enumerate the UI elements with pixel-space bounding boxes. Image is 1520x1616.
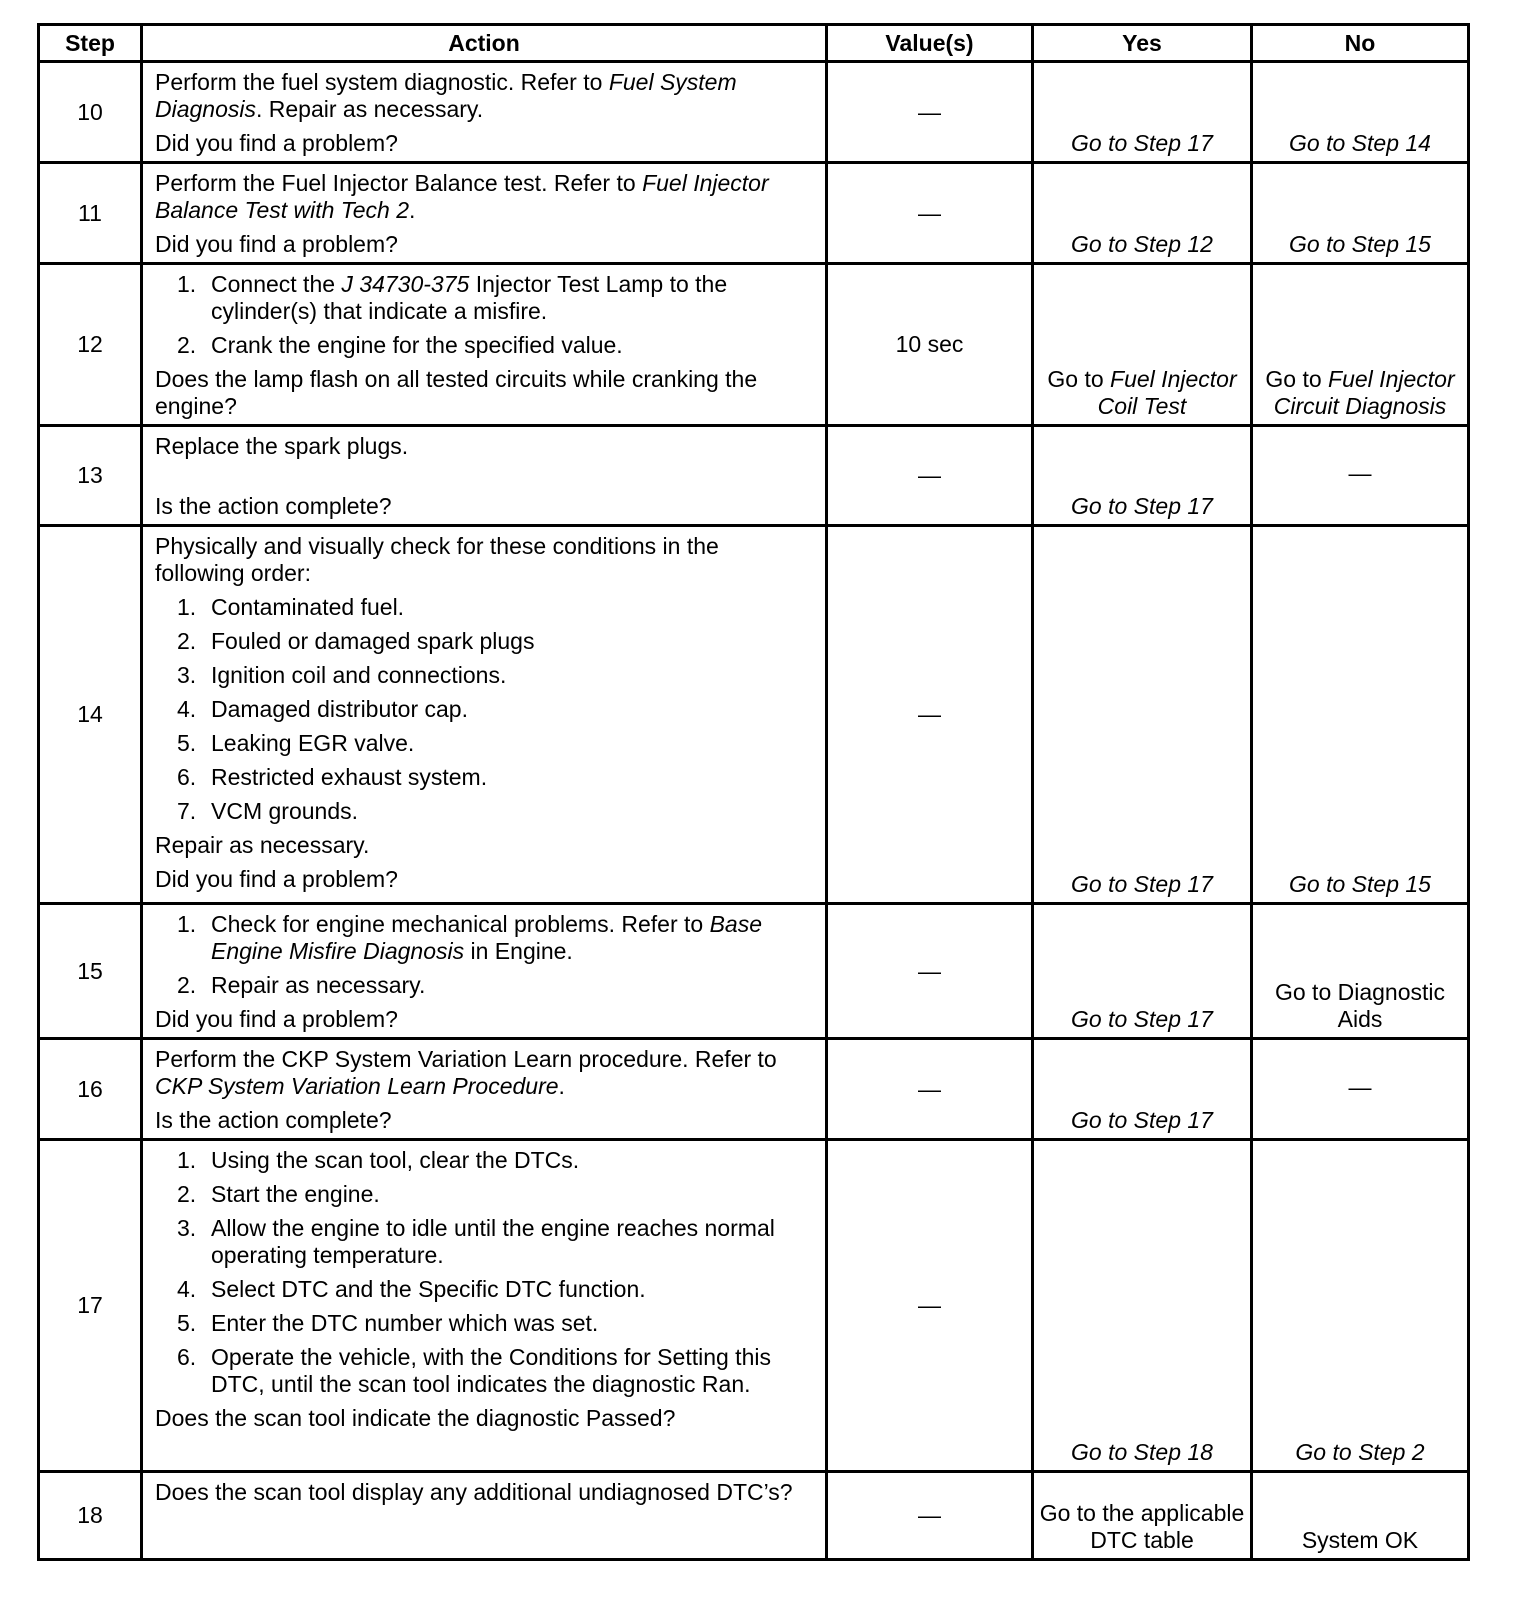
no-cell [1252,904,1469,1039]
value-cell: — [827,526,1033,904]
yes-cell [1033,1472,1252,1560]
item-number: 1. [177,1147,197,1173]
text-segment: Check for engine mechanical problems. Refer to [211,911,710,937]
text-segment: Using the scan tool, clear the DTCs. [211,1147,580,1173]
item-number: 5. [177,1310,197,1336]
step-number: 10 [39,62,142,163]
text-segment: . [558,1073,565,1099]
text-segment: System OK [1301,1527,1419,1553]
action-cell [142,426,827,526]
text-segment: Did you find a problem? [155,1006,398,1032]
header-action: Action [142,25,827,62]
action-list-item [155,1310,813,1337]
text-segment: Physically and visually check for these conditions in the following order: [155,533,719,586]
text-segment: Does the scan tool indicate the diagnostic Passed? [155,1405,676,1431]
value-cell: — [827,426,1033,526]
action-cell [142,62,827,163]
text-segment: Did you find a problem? [155,866,398,892]
action-list-item [155,798,813,825]
text-segment: Did you find a problem? [155,231,398,257]
action-cell [142,163,827,264]
item-number: 4. [177,1276,197,1302]
text-segment: — [1348,460,1372,486]
item-text [211,628,534,655]
yes-cell [1033,904,1252,1039]
text-segment: — [1348,1073,1372,1100]
text-segment: Fuel Injector Balance Test with Tech 2 [155,170,769,223]
text-segment: Go to Step 15 [1289,231,1431,257]
step-number: 13 [39,426,142,526]
text-segment: Ignition coil and connections. [211,662,507,688]
header-no: No [1252,25,1469,62]
item-number: 3. [177,1215,197,1241]
action-list-item [155,696,813,723]
action-paragraph [155,832,813,859]
item-number: 2. [177,972,197,998]
item-text [211,1310,598,1337]
item-number: 2. [177,628,197,654]
step-number: 18 [39,1472,142,1560]
text-segment: . Repair as necessary. [256,96,484,122]
item-number: 1. [177,271,197,297]
text-segment: Go to Step 15 [1289,871,1431,897]
text-segment: . [409,197,416,223]
text-segment: Allow the engine to idle until the engine reaches normal operating temperature. [211,1215,775,1268]
action-list-item [155,662,813,689]
text-segment: Go to Step 17 [1071,1107,1213,1133]
item-number: 7. [177,798,197,824]
value-cell: — [827,1140,1033,1472]
yes-cell [1033,1140,1252,1472]
text-segment: Fuel Injector Coil Test [1097,366,1237,419]
header-step: Step [39,25,142,62]
step-number: 14 [39,526,142,904]
text-segment: Select DTC and the Specific DTC function. [211,1276,646,1302]
yes-cell [1033,62,1252,163]
text-segment: Does the lamp flash on all tested circuits while cranking the engine? [155,366,758,419]
step-number: 15 [39,904,142,1039]
no-cell [1252,264,1469,426]
action-list-item [155,271,813,325]
value-cell: — [827,163,1033,264]
yes-cell [1033,264,1252,426]
item-text [211,764,487,791]
action-paragraph [155,1405,813,1432]
action-list-item [155,911,813,965]
no-cell [1252,1472,1469,1560]
text-segment: Go to Step 18 [1071,1439,1213,1465]
text-segment: in Engine. [464,938,573,964]
step-number: 16 [39,1039,142,1140]
value-cell: — [827,904,1033,1039]
item-number: 6. [177,1344,197,1370]
text-segment: Go to Step 14 [1289,130,1431,156]
action-paragraph [155,493,813,520]
text-segment: J 34730-375 [341,271,470,297]
header-values: Value(s) [827,25,1033,62]
item-number: 5. [177,730,197,756]
step-number: 12 [39,264,142,426]
table-row [39,264,1469,426]
item-text [211,730,414,757]
item-text [211,972,425,999]
item-text [211,271,813,325]
item-text [211,696,468,723]
action-list-item [155,628,813,655]
action-cell [142,1472,827,1560]
item-text [211,1344,813,1398]
no-cell [1252,426,1469,526]
text-segment: Contaminated fuel. [211,594,405,620]
table-row [39,526,1469,904]
action-paragraph [155,1479,813,1506]
text-segment: CKP System Variation Learn Procedure [155,1073,559,1099]
yes-cell [1033,526,1252,904]
action-list-item [155,1147,813,1174]
item-number: 1. [177,911,197,937]
table-row [39,62,1469,163]
action-cell [142,1140,827,1472]
text-segment: Does the scan tool display any additional undiagnosed DTC’s? [155,1479,793,1505]
item-number: 3. [177,662,197,688]
text-segment: Go to Step 2 [1295,1439,1425,1465]
no-cell [1252,1140,1469,1472]
item-number: 1. [177,594,197,620]
text-segment: Base Engine Misfire Diagnosis [211,911,763,964]
table-row [39,163,1469,264]
item-text [211,798,358,825]
action-cell [142,264,827,426]
item-text [211,1147,579,1174]
action-paragraph [155,533,813,587]
action-paragraph [155,366,813,420]
text-segment: Damaged distributor cap. [211,696,468,722]
text-segment: Go to the applicable DTC table [1039,1500,1245,1553]
item-number: 2. [177,332,197,358]
action-paragraph [155,170,813,224]
table-row [39,904,1469,1039]
text-segment: Injector Test Lamp to the cylinder(s) that indicate a misfire. [211,271,728,324]
action-paragraph [155,1046,813,1100]
action-cell [142,526,827,904]
action-paragraph [155,231,813,258]
yes-cell [1033,1039,1252,1140]
text-segment: Perform the CKP System Variation Learn procedure. Refer to [155,1046,777,1072]
text-segment: Go to Diagnostic Aids [1274,979,1446,1032]
item-text [211,662,506,689]
text-segment: Is the action complete? [155,1107,392,1133]
action-cell [142,1039,827,1140]
text-segment: Go to Step 12 [1071,231,1213,257]
table-row [39,1140,1469,1472]
text-segment: Go to [1047,366,1111,392]
diagnostic-table [37,23,1470,1561]
action-paragraph [155,433,813,460]
step-number: 11 [39,163,142,264]
no-cell [1252,526,1469,904]
action-cell [142,904,827,1039]
text-segment: Go to Step 17 [1071,493,1213,519]
text-segment: Is the action complete? [155,493,392,519]
text-segment: Start the engine. [211,1181,380,1207]
text-segment: Fuel Injector Circuit Diagnosis [1273,366,1455,419]
action-list-item [155,332,813,359]
value-cell: 10 sec [827,264,1033,426]
text-segment: Fouled or damaged spark plugs [211,628,535,654]
value-cell: — [827,1472,1033,1560]
action-paragraph [155,1006,813,1033]
item-number: 6. [177,764,197,790]
item-text [211,332,623,359]
action-list-item [155,1215,813,1269]
yes-cell [1033,163,1252,264]
text-segment: Connect the [211,271,342,297]
value-cell: — [827,1039,1033,1140]
text-segment: Repair as necessary. [155,832,370,858]
text-segment: Go to Step 17 [1071,130,1213,156]
text-segment: Go to [1265,366,1329,392]
value-cell: — [827,62,1033,163]
action-list-item [155,764,813,791]
text-segment: VCM grounds. [211,798,359,824]
header-row [39,25,1469,62]
text-segment: Repair as necessary. [211,972,426,998]
text-segment: Replace the spark plugs. [155,433,409,459]
no-cell [1252,62,1469,163]
table-row [39,1039,1469,1140]
text-segment: Perform the Fuel Injector Balance test. Refer to [155,170,643,196]
text-segment: Go to Step 17 [1071,1006,1213,1032]
item-text [211,911,813,965]
text-segment: Perform the fuel system diagnostic. Refer to [155,69,609,95]
no-cell [1252,163,1469,264]
text-segment: Did you find a problem? [155,130,398,156]
action-list-item [155,1276,813,1303]
text-segment: Crank the engine for the specified value. [211,332,623,358]
action-paragraph [155,1107,813,1134]
text-segment: Leaking EGR valve. [211,730,415,756]
action-paragraph [155,866,813,893]
item-number: 2. [177,1181,197,1207]
item-text [211,594,404,621]
action-list-item [155,1181,813,1208]
text-segment: Restricted exhaust system. [211,764,488,790]
table-row [39,426,1469,526]
item-text [211,1181,380,1208]
yes-cell [1033,426,1252,526]
action-list-item [155,972,813,999]
header-yes: Yes [1033,25,1252,62]
text-segment: Operate the vehicle, with the Conditions for Setting this DTC, until the scan tool indicates the diagnostic Ran. [211,1344,771,1397]
action-paragraph [155,130,813,157]
item-number: 4. [177,696,197,722]
text-segment: Enter the DTC number which was set. [211,1310,599,1336]
item-text [211,1215,813,1269]
step-number: 17 [39,1140,142,1472]
action-list-item [155,594,813,621]
table-row [39,1472,1469,1560]
text-segment: Fuel System Diagnosis [155,69,737,122]
no-cell [1252,1039,1469,1140]
action-list-item [155,1344,813,1398]
action-paragraph [155,69,813,123]
text-segment: Go to Step 17 [1071,871,1213,897]
action-list-item [155,730,813,757]
item-text [211,1276,646,1303]
